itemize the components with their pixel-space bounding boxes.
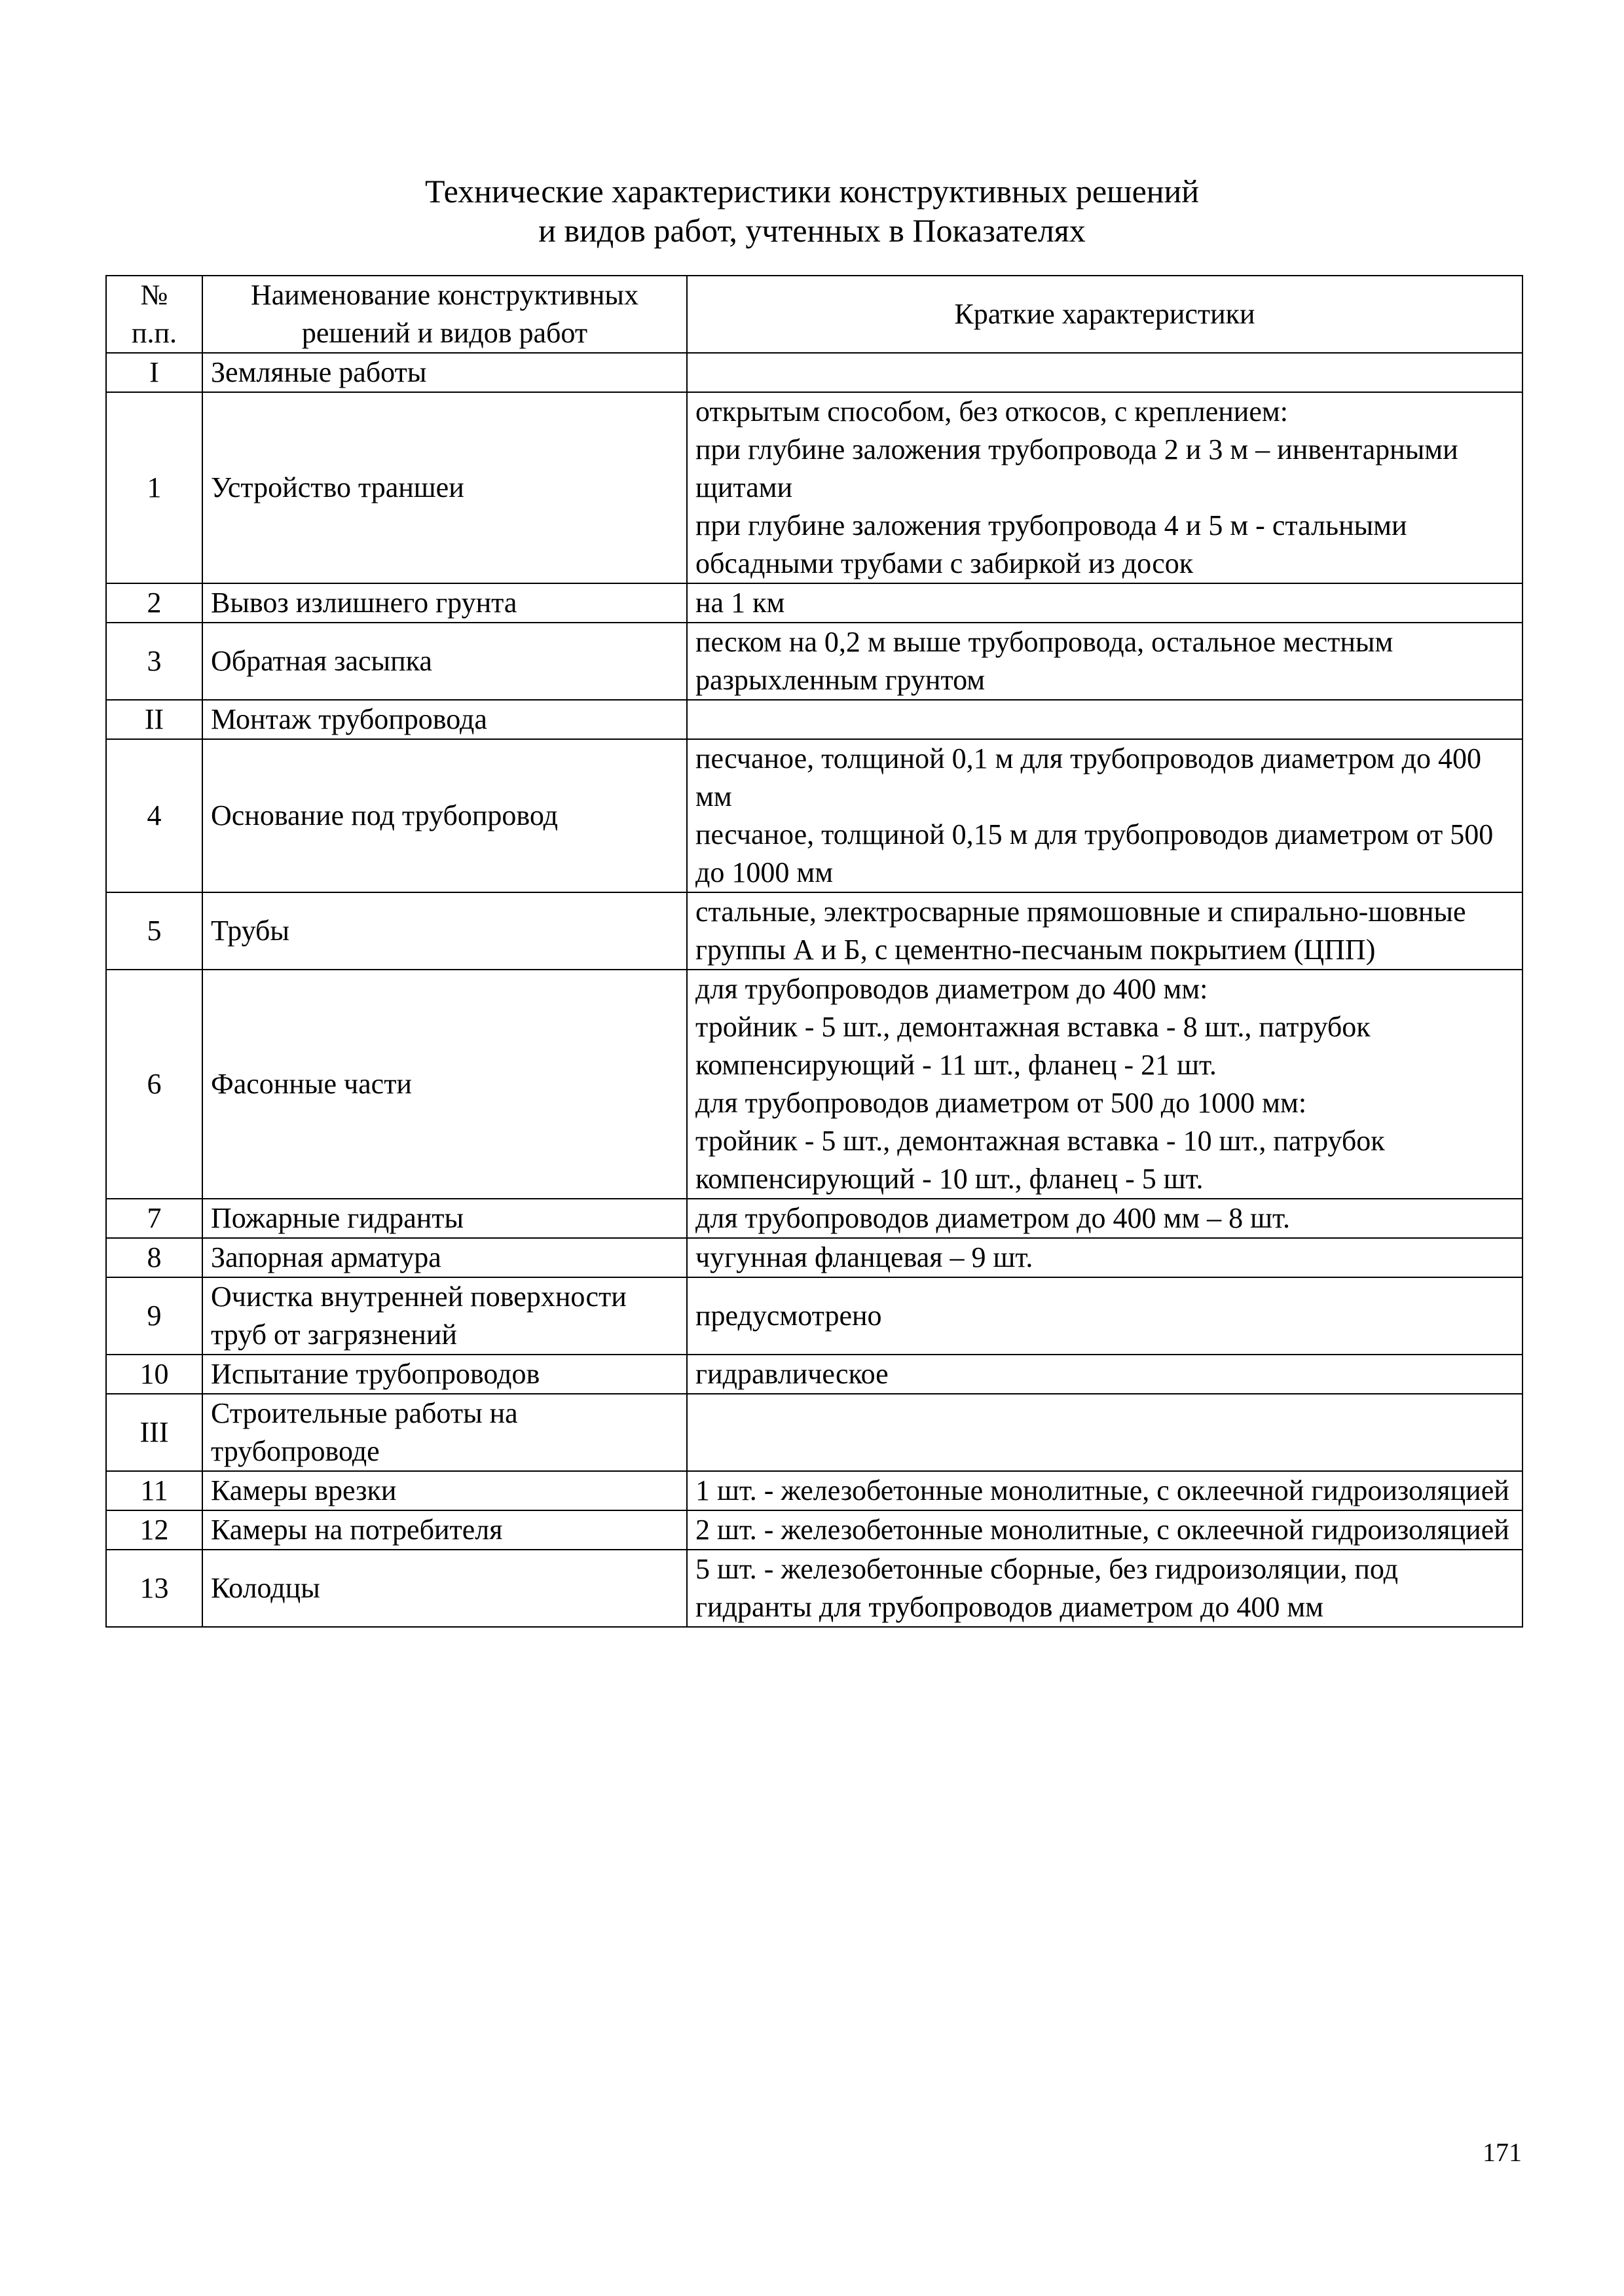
- table-row: [106, 1355, 1522, 1394]
- row-characteristics: 2 шт. - железобетонные монолитные, с оклеечной гидроизоляцией: [687, 1510, 1522, 1550]
- row-characteristics: [687, 1394, 1522, 1471]
- header-name: Наименование конструктивных решений и видов работ: [202, 276, 687, 353]
- row-number: II: [106, 700, 202, 739]
- table-row: [106, 739, 1522, 892]
- row-number: 10: [106, 1355, 202, 1394]
- row-characteristics: 5 шт. - железобетонные сборные, без гидроизоляции, под гидранты для трубопроводов диаметром до 400 мм: [687, 1550, 1522, 1627]
- row-number: 4: [106, 739, 202, 892]
- row-work-name: Вывоз излишнего грунта: [202, 583, 687, 623]
- row-number: 9: [106, 1277, 202, 1355]
- page-number: 171: [1483, 2138, 1522, 2167]
- row-number: III: [106, 1394, 202, 1471]
- row-number: 7: [106, 1199, 202, 1238]
- row-number: 12: [106, 1510, 202, 1550]
- row-work-name: Камеры на потребителя: [202, 1510, 687, 1550]
- row-number: 3: [106, 623, 202, 700]
- row-work-name: Запорная арматура: [202, 1238, 687, 1277]
- header-characteristics: Краткие характеристики: [687, 276, 1522, 353]
- row-characteristics: [687, 700, 1522, 739]
- page-title: [0, 172, 1624, 250]
- table-row: [106, 1238, 1522, 1277]
- row-number: 13: [106, 1550, 202, 1627]
- row-characteristics: гидравлическое: [687, 1355, 1522, 1394]
- row-characteristics: песчаное, толщиной 0,1 м для трубопроводов диаметром до 400 мм песчаное, толщиной 0,15 м для трубопроводов диаметром от 500 до 1000 мм: [687, 739, 1522, 892]
- row-work-name: Строительные работы на трубопроводе: [202, 1394, 687, 1471]
- row-work-name: Пожарные гидранты: [202, 1199, 687, 1238]
- row-work-name: Трубы: [202, 892, 687, 970]
- table-row: [106, 623, 1522, 700]
- table-row: [106, 583, 1522, 623]
- row-work-name: Испытание трубопроводов: [202, 1355, 687, 1394]
- row-number: 8: [106, 1238, 202, 1277]
- row-characteristics: чугунная фланцевая – 9 шт.: [687, 1238, 1522, 1277]
- title-line-2: и видов работ, учтенных в Показателях: [538, 212, 1086, 249]
- table-row: [106, 392, 1522, 583]
- header-number: № п.п.: [106, 276, 202, 353]
- row-work-name: Земляные работы: [202, 353, 687, 392]
- table-row: [106, 700, 1522, 739]
- table-row: [106, 892, 1522, 970]
- row-characteristics: песком на 0,2 м выше трубопровода, остальное местным разрыхленным грунтом: [687, 623, 1522, 700]
- row-characteristics: 1 шт. - железобетонные монолитные, с оклеечной гидроизоляцией: [687, 1471, 1522, 1510]
- row-work-name: Колодцы: [202, 1550, 687, 1627]
- row-characteristics: предусмотрено: [687, 1277, 1522, 1355]
- row-work-name: Обратная засыпка: [202, 623, 687, 700]
- table-body: [106, 353, 1522, 1627]
- row-characteristics: [687, 353, 1522, 392]
- row-number: 6: [106, 970, 202, 1199]
- table-row: [106, 1199, 1522, 1238]
- row-number: I: [106, 353, 202, 392]
- row-number: 5: [106, 892, 202, 970]
- title-line-1: Технические характеристики конструктивных решений: [424, 173, 1200, 210]
- row-work-name: Устройство траншеи: [202, 392, 687, 583]
- table-row: [106, 353, 1522, 392]
- characteristics-table: [105, 275, 1523, 1628]
- row-work-name: Очистка внутренней поверхности труб от загрязнений: [202, 1277, 687, 1355]
- row-work-name: Основание под трубопровод: [202, 739, 687, 892]
- table-row: [106, 1394, 1522, 1471]
- row-characteristics: для трубопроводов диаметром до 400 мм: тройник - 5 шт., демонтажная вставка - 8 шт., патрубок компенсирующий - 11 шт., фланец - 21 шт. для трубопроводов диаметром от 500 до 1000 мм: тройник - 5 шт., демонтажная вставка - 10 шт., патрубок компенсирующий - 10 шт., фланец - 5 шт.: [687, 970, 1522, 1199]
- table-row: [106, 1471, 1522, 1510]
- table-row: [106, 1277, 1522, 1355]
- table-row: [106, 970, 1522, 1199]
- row-characteristics: для трубопроводов диаметром до 400 мм – 8 шт.: [687, 1199, 1522, 1238]
- row-characteristics: открытым способом, без откосов, с креплением: при глубине заложения трубопровода 2 и 3 м – инвентарными щитами при глубине заложения трубопровода 4 и 5 м - стальными обсадными трубами с забиркой из досок: [687, 392, 1522, 583]
- row-work-name: Камеры врезки: [202, 1471, 687, 1510]
- row-characteristics: на 1 км: [687, 583, 1522, 623]
- table-row: [106, 1510, 1522, 1550]
- row-number: 11: [106, 1471, 202, 1510]
- row-number: 1: [106, 392, 202, 583]
- row-characteristics: стальные, электросварные прямошовные и спирально-шовные группы А и Б, с цементно-песчаным покрытием (ЦПП): [687, 892, 1522, 970]
- table-header-row: [106, 276, 1522, 353]
- row-work-name: Фасонные части: [202, 970, 687, 1199]
- table-row: [106, 1550, 1522, 1627]
- row-number: 2: [106, 583, 202, 623]
- row-work-name: Монтаж трубопровода: [202, 700, 687, 739]
